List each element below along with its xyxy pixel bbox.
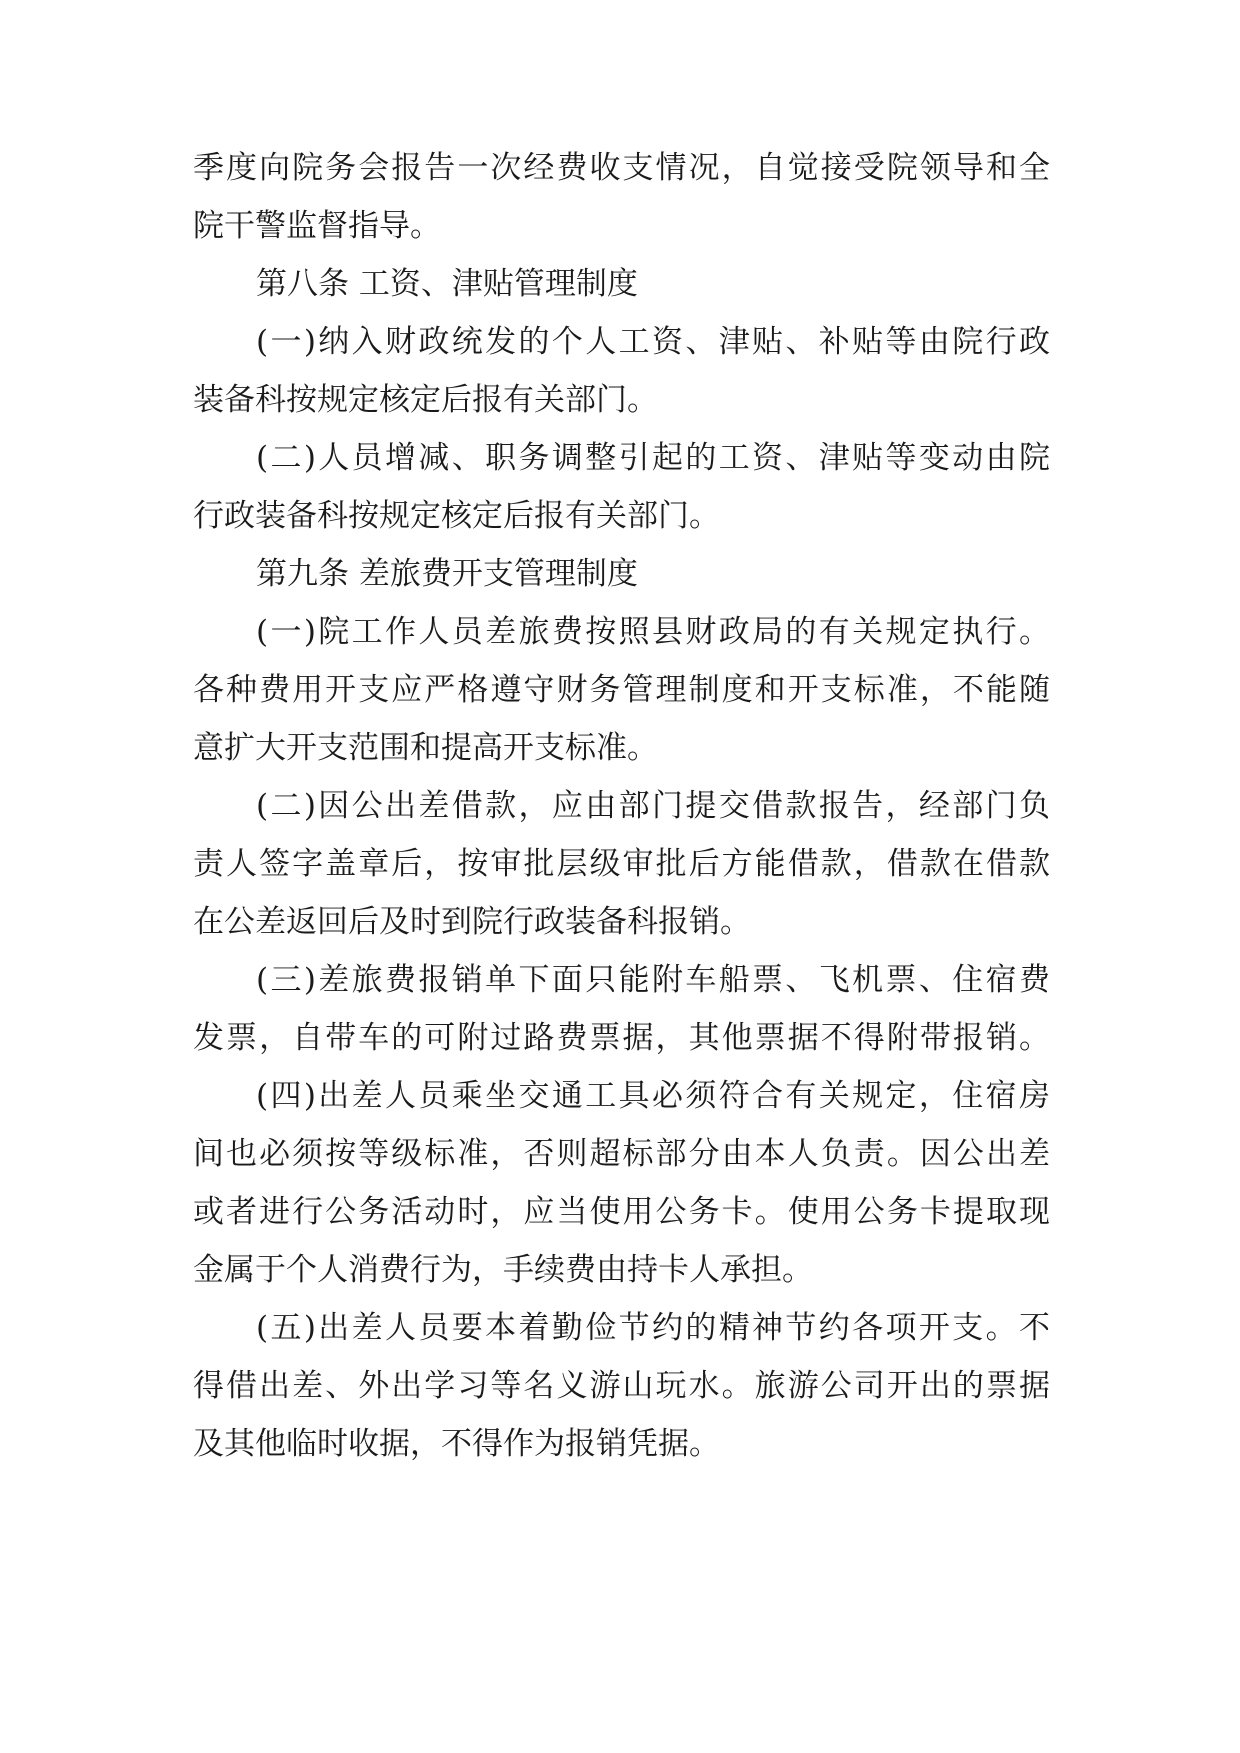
text-line: (一)纳入财政统发的个人工资、津贴、补贴等由院行政	[256, 324, 1050, 360]
text-line: 行政装备科按规定核定后报有关部门。	[193, 498, 720, 534]
text-line: 及其他临时收据，不得作为报销凭据。	[193, 1426, 720, 1462]
text-line: 各种费用开支应严格遵守财务管理制度和开支标准，不能随	[193, 672, 1050, 708]
text-line: 意扩大开支范围和提高开支标准。	[193, 730, 658, 766]
text-line: 间也必须按等级标准，否则超标部分由本人负责。因公出差	[193, 1136, 1050, 1172]
article-heading: 第八条 工资、津贴管理制度	[256, 266, 638, 302]
text-line: 金属于个人消费行为，手续费由持卡人承担。	[193, 1252, 813, 1288]
text-line: (五)出差人员要本着勤俭节约的精神节约各项开支。不	[256, 1310, 1050, 1346]
text-line: (二)因公出差借款，应由部门提交借款报告，经部门负	[256, 788, 1050, 824]
text-line: (三)差旅费报销单下面只能附车船票、飞机票、住宿费	[256, 962, 1050, 998]
text-line: 发票，自带车的可附过路费票据，其他票据不得附带报销。	[193, 1020, 1050, 1056]
text-line: (四)出差人员乘坐交通工具必须符合有关规定，住宿房	[256, 1078, 1050, 1114]
text-line: 装备科按规定核定后报有关部门。	[193, 382, 658, 418]
text-line: 院干警监督指导。	[193, 208, 441, 244]
text-line: 责人签字盖章后，按审批层级审批后方能借款，借款在借款	[193, 846, 1050, 882]
article-heading: 第九条 差旅费开支管理制度	[256, 556, 638, 592]
text-line: (二)人员增减、职务调整引起的工资、津贴等变动由院	[256, 440, 1050, 476]
text-line: 季度向院务会报告一次经费收支情况，自觉接受院领导和全	[193, 150, 1050, 186]
text-line: (一)院工作人员差旅费按照县财政局的有关规定执行。	[256, 614, 1050, 650]
text-line: 得借出差、外出学习等名义游山玩水。旅游公司开出的票据	[193, 1368, 1050, 1404]
text-line: 在公差返回后及时到院行政装备科报销。	[193, 904, 751, 940]
text-line: 或者进行公务活动时，应当使用公务卡。使用公务卡提取现	[193, 1194, 1050, 1230]
